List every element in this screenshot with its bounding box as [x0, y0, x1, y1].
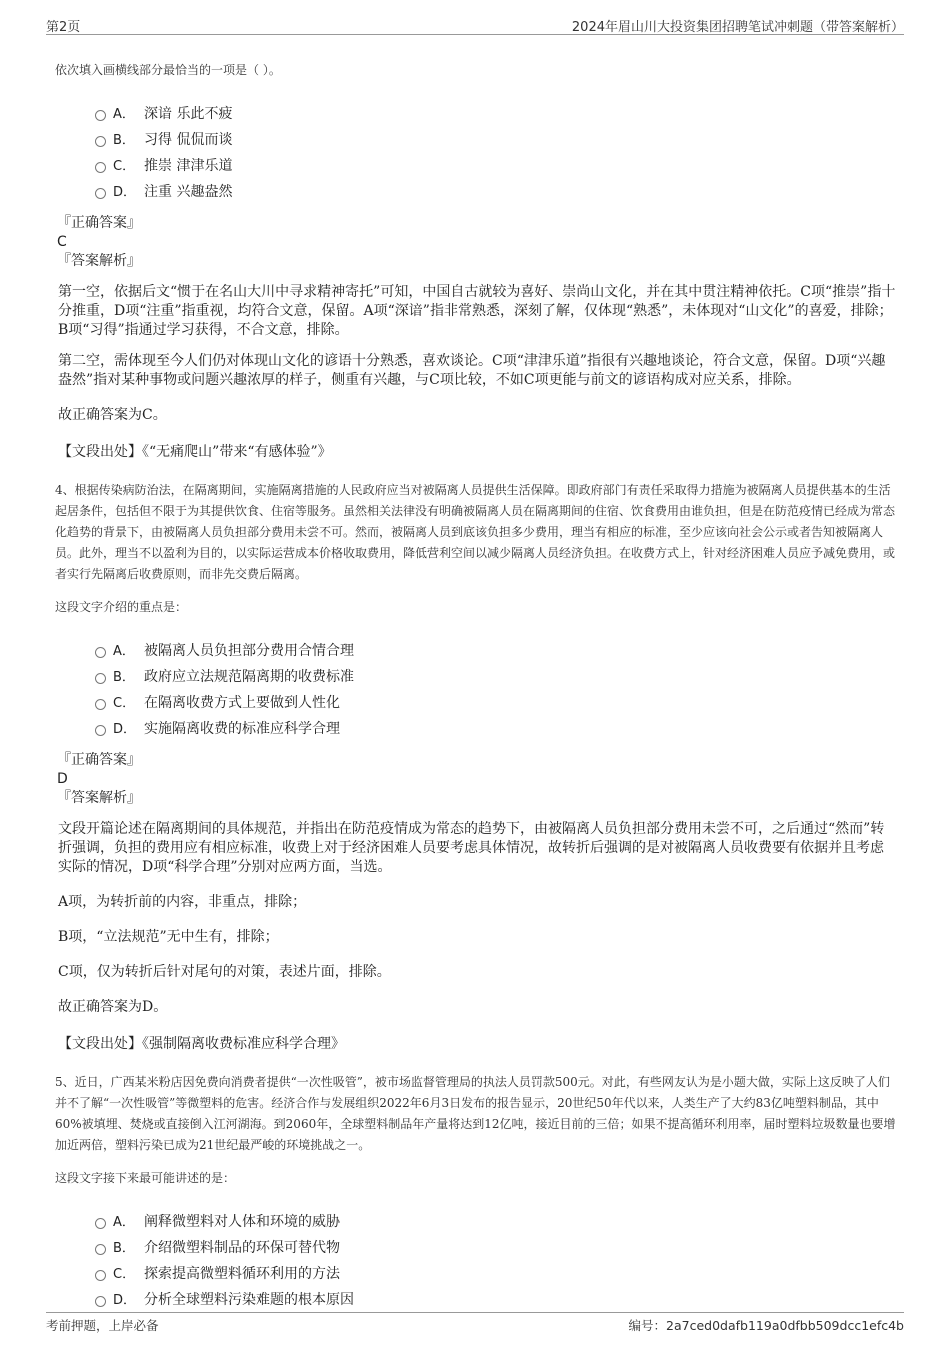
- page-number: 第2页: [46, 20, 81, 35]
- option-list: [95, 638, 897, 742]
- analysis-label: 『答案解析』: [57, 790, 141, 806]
- option-c[interactable]: C． 推崇 津津乐道: [95, 153, 897, 179]
- source-citation: 【文段出处】《“无痛爬山”带来“有感体验”》: [58, 444, 332, 460]
- radio-icon[interactable]: [95, 1244, 106, 1255]
- radio-icon[interactable]: [95, 699, 106, 710]
- analysis-label: 『答案解析』: [57, 253, 141, 269]
- document-code: 编号：2a7ced0dafb119a0dfbb509dcc1efc4b: [628, 1318, 904, 1333]
- option-b[interactable]: B． 介绍微塑料制品的环保可替代物: [95, 1235, 897, 1261]
- analysis-paragraph: 第一空，依据后文“惯于在名山大川中寻求精神寄托”可知，中国自古就较为喜好、崇尚山文化，并在其中贯注精神依托。C项“推崇”指十分推重，D项“注重”指重视，均符合文意，保留。A项“深谙”指非常熟悉，深刻了解，仅体现“熟悉”，未体现对“山文化”的喜爱，排除；B项“习得”指通过学习获得，不合文意，排除。: [58, 284, 896, 338]
- source-citation: 【文段出处】《强制隔离收费标准应科学合理》: [58, 1036, 345, 1052]
- question-stem: 4、根据传染病防治法，在隔离期间，实施隔离措施的人民政府应当对被隔离人员提供生活保障。即政府部门有责任采取得力措施为被隔离人员提供基本的生活起居条件，包括但不限于为其提供饮食、住宿等服务。虽然相关法律没有明确被隔离人员在隔离期间的住宿、饮食费用由谁负担，但是在防范疫情已经成为常态化趋势的背景下，由被隔离人员负担部分费用未尝不可。然而，被隔离人员到底该负担多少费用，理当有相应的标准，至少应该向社会公示或者告知被隔离人员。此外，理当不以盈利为目的，以实际运营成本价格收取费用，降低营利空间以减少隔离人员经济负担。在收费方式上，针对经济困难人员应予减免费用，或者实行先隔离后收费原则，而非先交费后隔离。: [55, 483, 896, 581]
- radio-icon[interactable]: [95, 725, 106, 736]
- radio-icon[interactable]: [95, 1270, 106, 1281]
- radio-icon[interactable]: [95, 136, 106, 147]
- footer-slogan: 考前押题，上岸必备: [46, 1318, 159, 1333]
- radio-icon[interactable]: [95, 188, 106, 199]
- answer-label: 『正确答案』: [57, 752, 141, 768]
- page-footer: [46, 1312, 904, 1337]
- question-3: [55, 60, 897, 462]
- option-c[interactable]: C． 探索提高微塑料循环利用的方法: [95, 1261, 897, 1287]
- radio-icon[interactable]: [95, 162, 106, 173]
- radio-icon[interactable]: [95, 1296, 106, 1307]
- option-a[interactable]: A． 深谙 乐此不疲: [95, 101, 897, 127]
- question-5: [55, 1072, 897, 1313]
- question-stem: 依次填入画横线部分最恰当的一项是（ ）。: [55, 63, 281, 77]
- option-a[interactable]: A． 被隔离人员负担部分费用合情合理: [95, 638, 897, 664]
- analysis-paragraph: A项，为转折前的内容，非重点，排除；: [58, 894, 307, 910]
- option-d[interactable]: D． 实施隔离收费的标准应科学合理: [95, 716, 897, 742]
- question-4: [55, 480, 897, 1054]
- analysis-paragraph: 第二空，需体现至今人们仍对体现山文化的谚语十分熟悉，喜欢谈论。C项“津津乐道”指很有兴趣地谈论，符合文意，保留。D项“兴趣盎然”指对某种事物或问题兴趣浓厚的样子，侧重有兴趣，与C项比较，不如C项更能与前文的谚语构成对应关系，排除。: [58, 353, 886, 388]
- answer-value: D: [57, 771, 68, 787]
- page-header: [46, 14, 904, 35]
- option-a[interactable]: A． 阐释微塑料对人体和环境的威胁: [95, 1209, 897, 1235]
- answer-label: 『正确答案』: [57, 215, 141, 231]
- document-title: 2024年眉山川大投资集团招聘笔试冲刺题（带答案解析）: [571, 20, 904, 35]
- question-stem: 5、近日，广西某米粉店因免费向消费者提供“一次性吸管”，被市场监督管理局的执法人员罚款500元。对此，有些网友认为是小题大做，实际上这反映了人们并不了解“一次性吸管”等微塑料的危害。经济合作与发展组织2022年6月3日发布的报告显示，20世纪50年代以来，人类生产了大约83亿吨塑料制品，其中60%被填埋、焚烧或直接倒入江河湖海。到2060年，全球塑料制品年产量将达到12亿吨，接近目前的三倍；如果不提高循环利用率，届时塑料垃圾数量也要增加近两倍，塑料污染已成为21世纪最严峻的环境挑战之一。: [55, 1075, 896, 1152]
- analysis-paragraph: 文段开篇论述在隔离期间的具体规范，并指出在防范疫情成为常态的趋势下，由被隔离人员负担部分费用未尝不可，之后通过“然而”转折强调，负担的费用应有相应标准，收费上对于经济困难人员要考虑具体情况，故转折后强调的是对被隔离人员收费要有依据并且考虑实际的情况，D项“科学合理”分别对应两方面，当选。: [58, 821, 885, 875]
- option-d[interactable]: D． 注重 兴趣盎然: [95, 179, 897, 205]
- analysis-paragraph: 故正确答案为D。: [58, 999, 168, 1015]
- option-d[interactable]: D． 分析全球塑料污染难题的根本原因: [95, 1287, 897, 1313]
- radio-icon[interactable]: [95, 647, 106, 658]
- analysis-paragraph: 故正确答案为C。: [58, 407, 167, 423]
- option-c[interactable]: C． 在隔离收费方式上要做到人性化: [95, 690, 897, 716]
- radio-icon[interactable]: [95, 1218, 106, 1229]
- radio-icon[interactable]: [95, 110, 106, 121]
- question-prompt: 这段文字接下来最可能讲述的是：: [55, 1171, 236, 1185]
- answer-value: C: [57, 234, 67, 250]
- option-list: [95, 101, 897, 205]
- analysis-paragraph: C项，仅为转折后针对尾句的对策，表述片面，排除。: [58, 964, 391, 980]
- document-body: [55, 60, 897, 1321]
- analysis-paragraph: B项，“立法规范”无中生有，排除；: [58, 929, 279, 945]
- option-b[interactable]: B． 政府应立法规范隔离期的收费标准: [95, 664, 897, 690]
- option-b[interactable]: B． 习得 侃侃而谈: [95, 127, 897, 153]
- question-prompt: 这段文字介绍的重点是：: [55, 600, 188, 614]
- option-list: [95, 1209, 897, 1313]
- radio-icon[interactable]: [95, 673, 106, 684]
